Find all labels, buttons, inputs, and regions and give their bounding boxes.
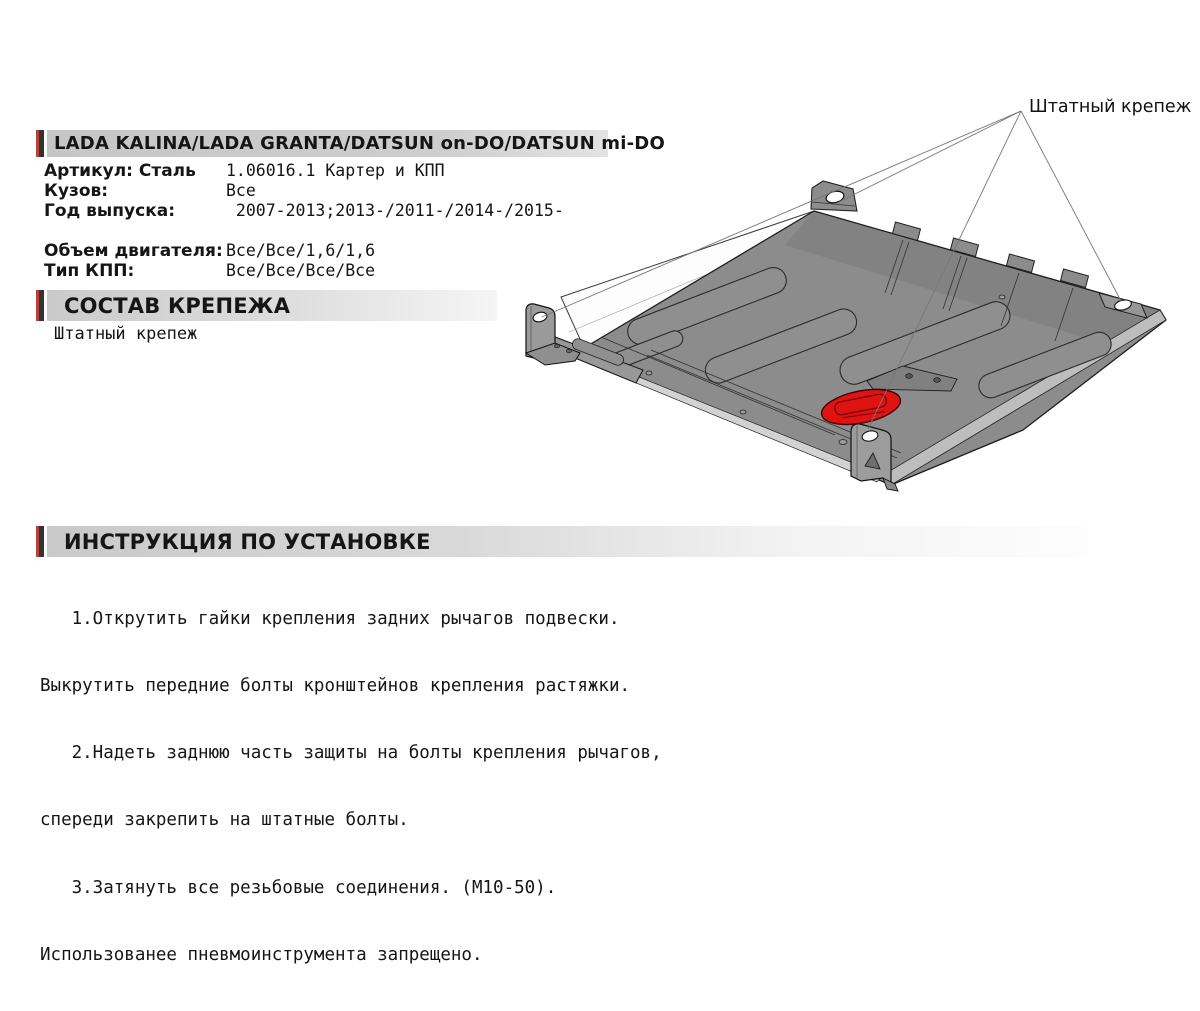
page-title: LADA KALINA/LADA GRANTA/DATSUN on-DO/DATSUN mi-DO	[47, 130, 608, 157]
section-heading: ИНСТРУКЦИЯ ПО УСТАНОВКЕ	[47, 526, 1088, 557]
callout-label: Штатный крепеж	[1029, 97, 1192, 117]
section-bar-instructions	[36, 526, 1088, 557]
cutout-hole	[906, 374, 913, 379]
instruction-line: Выкрутить передние болты кронштейнов крепления растяжки.	[40, 676, 631, 697]
instruction-line: 2.Надеть заднюю часть защиты на болты крепления рычагов,	[40, 743, 662, 764]
spec-row	[44, 161, 564, 181]
rivet-hole	[566, 349, 571, 353]
spec-row	[44, 261, 564, 281]
instructions-text	[40, 563, 662, 1011]
leader-line	[839, 111, 1021, 202]
spec-label: Кузов:	[44, 181, 109, 201]
section-bar-fasteners	[36, 290, 497, 321]
spec-value: 2007-2013;2013-/2011-/2014-/2015-	[226, 201, 564, 220]
instruction-line: 3.Затянуть все резьбовые соединения. (М10-50).	[40, 877, 557, 898]
instruction-line: Использованее пневмоинструмента запрещено.	[40, 944, 483, 965]
spec-table	[44, 161, 564, 281]
spec-label: Объем двигателя:	[44, 241, 223, 261]
skid-plate-drawing	[505, 85, 1200, 515]
spec-row	[44, 181, 564, 201]
fastener-content: Штатный крепеж	[54, 324, 198, 344]
spec-label: Год выпуска:	[44, 201, 176, 221]
spec-value: 1.06016.1 Картер и КПП	[226, 161, 445, 180]
spec-value: Все	[226, 181, 256, 200]
spec-label: Артикул: Сталь	[44, 161, 196, 181]
rivet-hole	[554, 344, 559, 348]
section-heading: СОСТАВ КРЕПЕЖА	[47, 290, 497, 321]
instruction-line: 1.Открутить гайки крепления задних рычагов подвески.	[40, 608, 620, 629]
instruction-line: спереди закрепить на штатные болты.	[40, 810, 409, 831]
cutout-hole	[934, 378, 941, 383]
spec-value: Все/Все/Все/Все	[226, 261, 376, 280]
spec-row	[44, 241, 564, 261]
spec-row	[44, 201, 564, 221]
spec-value: Все/Все/1,6/1,6	[226, 241, 376, 260]
spec-label: Тип КПП:	[44, 261, 135, 281]
